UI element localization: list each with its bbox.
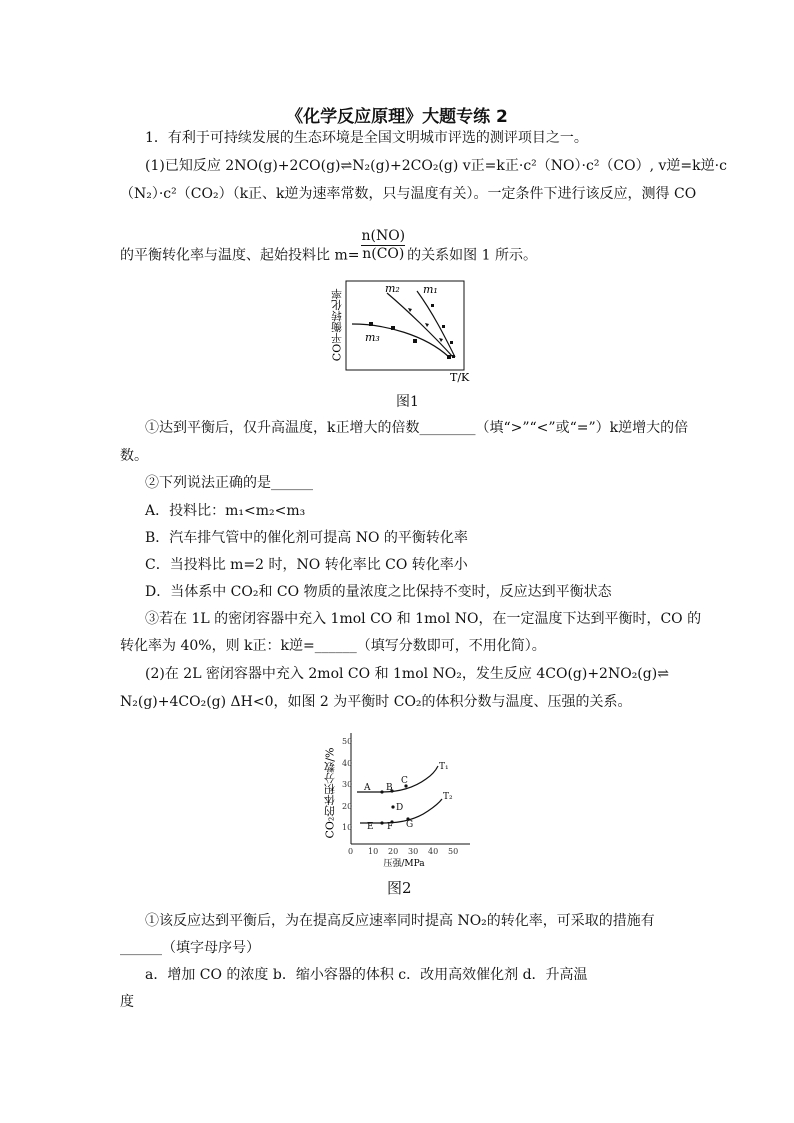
svg-text:40: 40 <box>428 847 439 856</box>
svg-text:30: 30 <box>342 780 353 789</box>
options-abcd: a．增加 CO 的浓度 b．缩小容器的体积 c．改用高效催化剂 d．升高温 <box>145 967 588 983</box>
figure-2 <box>320 723 480 871</box>
sub3-line2: 转化率为 40%，则 k正：k逆=______（填写分数即可，不用化简）。 <box>120 638 546 654</box>
part1-line1: (1)已知反应 2NO(g)+2CO(g)⇌N₂(g)+2CO₂(g) v正=k正·c²（NO）·c²（CO）, v逆=k逆·c <box>145 158 727 174</box>
label-T2: T₂ <box>443 792 453 802</box>
part1-line2: （N₂）·c²（CO₂）（k正、k逆为速率常数，只与温度有关）。一定条件下进行该反应，测得 CO <box>120 186 697 202</box>
point-E: E <box>367 822 374 832</box>
svg-text:10: 10 <box>342 823 353 832</box>
svg-text:20: 20 <box>388 847 399 856</box>
fig1-frame <box>346 281 464 370</box>
fig1-caption: 图1 <box>396 394 419 410</box>
fig2-ylabel: CO₂的体积分数/% <box>323 747 337 839</box>
ratio-fraction <box>361 228 405 263</box>
svg-text:50: 50 <box>448 847 459 856</box>
sub1-line1: ①达到平衡后，仅升高温度，k正增大的倍数________（填“>”“<”或“=”）k逆增大的倍 <box>145 420 689 436</box>
fig2-xlabel: 压强/MPa <box>383 859 425 869</box>
point-F: F <box>387 822 394 832</box>
label-m3: m₃ <box>365 331 380 344</box>
svg-text:10: 10 <box>368 847 379 856</box>
part1-line3 <box>120 228 537 273</box>
part2-line2: N₂(g)+4CO₂(g) ΔH<0，如图 2 为平衡时 CO₂的体积分数与温度、压强的关系。 <box>120 694 632 710</box>
question-intro: 1．有利于可持续发展的生态环境是全国文明城市评选的测评项目之一。 <box>145 130 588 146</box>
point-A: A <box>364 783 371 793</box>
sub1-line2: 数。 <box>120 448 148 464</box>
part2-line1: (2)在 2L 密闭容器中充入 2mol CO 和 1mol NO₂，发生反应 4CO(g)+2NO₂(g)⇌ <box>145 666 669 682</box>
sub2-question: ②下列说法正确的是______ <box>145 475 313 491</box>
fig2-xticks <box>348 847 458 856</box>
svg-text:20: 20 <box>342 802 353 811</box>
fraction-denominator: n(CO) <box>362 246 405 262</box>
svg-text:40: 40 <box>342 759 353 768</box>
point-G: G <box>406 820 414 830</box>
page-title: 《化学反应原理》大题专练 2 <box>286 107 508 127</box>
ratio-text: 的平衡转化率与温度、起始投料比 m= <box>120 247 360 264</box>
point-C: C <box>401 776 408 786</box>
fig1-ylabel: CO平衡转化率 <box>330 288 344 362</box>
label-m2: m₂ <box>385 282 400 295</box>
fig2-caption: 图2 <box>387 879 412 897</box>
point-D: D <box>396 803 404 813</box>
svg-text:30: 30 <box>408 847 419 856</box>
svg-text:0: 0 <box>348 847 354 856</box>
sub4-line2: ______（填字母序号） <box>120 940 260 956</box>
sub4-line1: ①该反应达到平衡后，为在提高反应速率同时提高 NO₂的转化率，可采取的措施有 <box>145 913 655 929</box>
svg-text:50: 50 <box>342 737 353 746</box>
option-c: C．当投料比 m=2 时，NO 转化率比 CO 转化率小 <box>145 557 468 573</box>
option-b: B．汽车排气管中的催化剂可提高 NO 的平衡转化率 <box>145 530 468 546</box>
point-B: B <box>386 783 393 793</box>
label-T1: T₁ <box>439 762 449 772</box>
fig1-xlabel: T/K <box>450 371 470 384</box>
option-d: D．当体系中 CO₂和 CO 物质的量浓度之比保持不变时，反应达到平衡状态 <box>145 584 612 600</box>
sub3-line1: ③若在 1L 的密闭容器中充入 1mol CO 和 1mol NO，在一定温度下达到平衡时，CO 的 <box>145 611 702 627</box>
label-m1: m₁ <box>423 283 438 296</box>
fraction-numerator: n(NO) <box>361 228 406 244</box>
figure-1 <box>325 275 475 385</box>
options-tail: 度 <box>120 994 134 1010</box>
ratio-text-tail: 的关系如图 1 所示。 <box>407 247 537 264</box>
option-a: A．投料比：m₁<m₂<m₃ <box>145 503 306 519</box>
